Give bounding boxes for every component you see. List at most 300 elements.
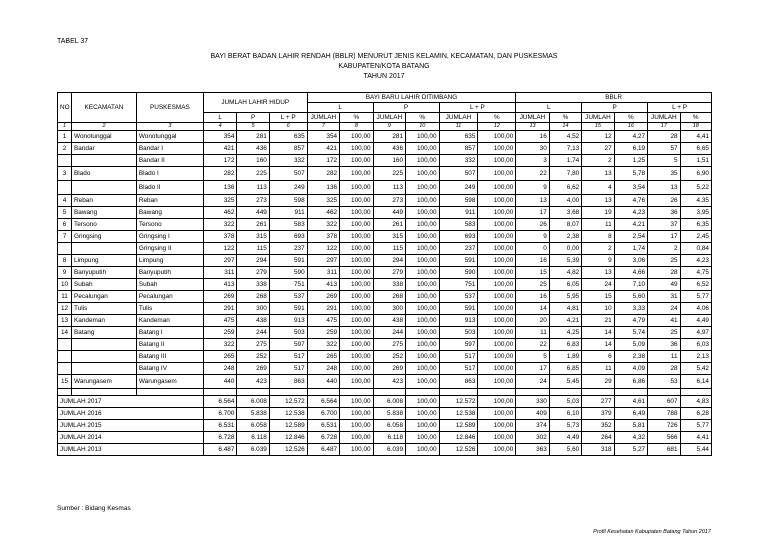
table-cell: 6.728	[307, 432, 339, 444]
table-cell: 4,75	[680, 267, 711, 279]
spacer-cell	[406, 389, 440, 396]
table-cell: 6,03	[680, 339, 711, 351]
table-cell: Gringsing	[72, 231, 137, 243]
table-cell: 4,61	[614, 396, 648, 408]
table-cell: 28	[648, 131, 680, 143]
table-cell: 115	[373, 243, 405, 255]
table-cell: 100,00	[478, 396, 516, 408]
header-pct: %	[614, 113, 648, 123]
table-cell: 5,44	[680, 444, 711, 456]
table-row	[58, 255, 712, 267]
table-cell: 6.058	[237, 420, 269, 432]
table-cell: 4,76	[614, 195, 648, 207]
table-cell: 100,00	[406, 432, 440, 444]
table-cell: Tulis	[72, 303, 137, 315]
table-cell: Bandar I	[136, 143, 203, 155]
table-cell: 7	[58, 231, 72, 243]
table-cell: 3,68	[549, 207, 581, 219]
table-row	[58, 279, 712, 291]
table-cell: 566	[648, 432, 680, 444]
table-cell: 12	[582, 131, 614, 143]
table-cell: 100,00	[340, 267, 374, 279]
table-cell: 4,49	[549, 432, 581, 444]
spacer-cell	[237, 389, 269, 396]
spacer-cell	[614, 389, 648, 396]
table-cell: 100,00	[340, 131, 374, 143]
table-cell: 12.846	[269, 432, 307, 444]
header-ditimbang-l: L	[307, 103, 373, 113]
column-index: 7	[307, 123, 339, 131]
table-cell: 8	[58, 255, 72, 267]
table-cell: 113	[373, 181, 405, 195]
table-row	[58, 231, 712, 243]
table-cell: 11	[582, 219, 614, 231]
table-cell: 294	[237, 255, 269, 267]
table-cell: 857	[439, 143, 478, 155]
table-cell: 248	[307, 363, 339, 375]
table-cell: 590	[269, 267, 307, 279]
table-cell: 100,00	[478, 267, 516, 279]
column-index: 10	[406, 123, 440, 131]
total-label: JUMLAH 2013	[58, 444, 204, 456]
column-index: 8	[340, 123, 374, 131]
table-cell: 302	[516, 432, 550, 444]
total-label: JUMLAH 2014	[58, 432, 204, 444]
table-cell: 9	[58, 267, 72, 279]
table-cell: 6,19	[614, 143, 648, 155]
table-cell	[58, 339, 72, 351]
table-cell: 17	[516, 207, 550, 219]
column-index: 3	[136, 123, 203, 131]
table-cell: 244	[373, 327, 405, 339]
table-row	[58, 131, 712, 143]
spacer-row	[58, 389, 712, 396]
table-cell: 1,51	[680, 155, 711, 167]
table-cell: Warungasem	[72, 375, 137, 389]
table-cell: 136	[307, 181, 339, 195]
table-cell: 100,00	[406, 207, 440, 219]
spacer-cell	[203, 389, 237, 396]
table-cell: 332	[269, 155, 307, 167]
table-cell: Wonotunggal	[72, 131, 137, 143]
table-cell: 449	[373, 207, 405, 219]
table-cell: 265	[307, 351, 339, 363]
table-cell: 41	[648, 315, 680, 327]
table-cell: 12.538	[269, 408, 307, 420]
table-cell: 282	[203, 167, 237, 181]
page-footer: Profil Kesehatan Kabupaten Batang Tahun 2017	[593, 529, 711, 535]
table-cell: 6,65	[680, 143, 711, 155]
header-lahir-p: P	[237, 113, 269, 123]
table-cell: 22	[516, 339, 550, 351]
table-cell: 591	[269, 303, 307, 315]
table-cell: 244	[237, 327, 269, 339]
table-cell: 4,81	[549, 303, 581, 315]
table-cell: 6.700	[307, 408, 339, 420]
table-cell: 503	[439, 327, 478, 339]
table-cell: 598	[269, 195, 307, 207]
table-cell: 273	[237, 195, 269, 207]
spacer-cell	[516, 389, 550, 396]
table-row	[58, 267, 712, 279]
table-row	[58, 207, 712, 219]
column-index: 11	[439, 123, 478, 131]
table-cell: 693	[439, 231, 478, 243]
table-cell: 26	[648, 195, 680, 207]
header-jumlah: JUMLAH	[307, 113, 339, 123]
table-cell: 291	[307, 303, 339, 315]
header-bblr-l: L	[516, 103, 582, 113]
table-cell: 6,14	[680, 375, 711, 389]
header-jumlah: JUMLAH	[582, 113, 614, 123]
table-cell: 100,00	[340, 327, 374, 339]
table-cell: 100,00	[406, 363, 440, 375]
table-cell: 100,00	[478, 243, 516, 255]
header-bblr-p: P	[582, 103, 648, 113]
table-cell: 5,78	[614, 167, 648, 181]
header-ditimbang-p: P	[373, 103, 439, 113]
table-cell: 2	[58, 143, 72, 155]
table-cell: 0,84	[680, 243, 711, 255]
table-cell: 12.589	[269, 420, 307, 432]
table-cell: Gringsing I	[136, 231, 203, 243]
table-cell	[58, 155, 72, 167]
table-cell: 100,00	[340, 181, 374, 195]
table-cell: 8	[582, 231, 614, 243]
table-cell: 440	[307, 375, 339, 389]
table-cell: 35	[648, 167, 680, 181]
table-cell: 4,82	[549, 267, 581, 279]
table-cell: 9	[582, 255, 614, 267]
table-cell: 4,23	[614, 207, 648, 219]
table-cell: 4,21	[614, 219, 648, 231]
table-cell: 100,00	[406, 255, 440, 267]
table-cell: 100,00	[340, 207, 374, 219]
table-cell: 681	[648, 444, 680, 456]
table-cell: 261	[237, 219, 269, 231]
table-cell: 100,00	[406, 219, 440, 231]
table-row	[58, 243, 712, 255]
table-cell: 2	[582, 243, 614, 255]
table-cell: 100,00	[406, 408, 440, 420]
table-cell: 24	[516, 375, 550, 389]
table-cell: 16	[516, 255, 550, 267]
table-cell: 6,49	[614, 408, 648, 420]
table-cell: 6,86	[614, 375, 648, 389]
table-cell: 409	[516, 408, 550, 420]
table-cell: 590	[439, 267, 478, 279]
table-cell: 5,09	[614, 339, 648, 351]
table-cell	[72, 339, 137, 351]
table-cell	[58, 351, 72, 363]
table-cell: 12.526	[269, 444, 307, 456]
table-cell: 15	[582, 291, 614, 303]
table-cell: 338	[373, 279, 405, 291]
table-cell: 100,00	[340, 444, 374, 456]
total-row	[58, 408, 712, 420]
table-cell: 28	[648, 267, 680, 279]
table-cell: 378	[307, 231, 339, 243]
table-cell: 100,00	[340, 339, 374, 351]
table-cell: 413	[203, 279, 237, 291]
table-cell: 1,74	[549, 155, 581, 167]
table-cell: 363	[516, 444, 550, 456]
table-cell: 100,00	[340, 231, 374, 243]
table-cell: 607	[648, 396, 680, 408]
table-cell: 100,00	[406, 143, 440, 155]
spacer-cell	[340, 389, 374, 396]
table-cell: 6.564	[307, 396, 339, 408]
table-cell: 318	[582, 444, 614, 456]
table-cell: 913	[439, 315, 478, 327]
table-cell: 311	[203, 267, 237, 279]
table-cell: Limpung	[136, 255, 203, 267]
table-cell: 29	[582, 375, 614, 389]
table-cell: 252	[237, 351, 269, 363]
table-cell: 6.728	[203, 432, 237, 444]
table-cell: 6.531	[307, 420, 339, 432]
table-cell: 4,66	[614, 267, 648, 279]
header-no: NO	[58, 93, 72, 123]
table-cell: 475	[203, 315, 237, 327]
table-cell: 100,00	[406, 375, 440, 389]
table-cell: 4	[58, 195, 72, 207]
table-cell: 13	[516, 195, 550, 207]
table-cell: Blado II	[136, 181, 203, 195]
table-cell: 100,00	[406, 315, 440, 327]
table-cell: 100,00	[478, 131, 516, 143]
table-cell: 6,52	[680, 279, 711, 291]
table-cell: 14	[516, 303, 550, 315]
table-cell: Tersono	[72, 219, 137, 231]
table-cell: 17	[516, 363, 550, 375]
table-cell: 259	[307, 327, 339, 339]
table-cell: 248	[203, 363, 237, 375]
table-cell: 911	[269, 207, 307, 219]
table-row	[58, 167, 712, 181]
table-cell: 11	[516, 327, 550, 339]
table-cell: 294	[373, 255, 405, 267]
table-cell: 598	[439, 195, 478, 207]
table-cell: 2	[582, 155, 614, 167]
header-jumlah-lahir-hidup: JUMLAH LAHIR HIDUP	[203, 93, 307, 113]
table-cell: 7,80	[549, 167, 581, 181]
table-cell: 100,00	[406, 339, 440, 351]
table-cell: 12.526	[439, 444, 478, 456]
table-cell: 269	[307, 291, 339, 303]
table-cell: 100,00	[406, 279, 440, 291]
spacer-cell	[582, 389, 614, 396]
table-cell: 1,25	[614, 155, 648, 167]
table-cell: 269	[373, 363, 405, 375]
table-cell: Tersono	[136, 219, 203, 231]
table-cell: 113	[237, 181, 269, 195]
table-cell: 225	[237, 167, 269, 181]
table-cell: 100,00	[478, 315, 516, 327]
table-cell: 100,00	[478, 195, 516, 207]
table-cell	[58, 243, 72, 255]
header-pct: %	[680, 113, 711, 123]
table-row	[58, 327, 712, 339]
spacer-cell	[72, 389, 137, 396]
table-cell: 100,00	[478, 167, 516, 181]
table-cell: Pecalungan	[72, 291, 137, 303]
table-cell: 315	[373, 231, 405, 243]
table-cell: 9	[516, 231, 550, 243]
table-cell: 322	[203, 219, 237, 231]
table-cell: 4,41	[680, 432, 711, 444]
table-cell: 13	[582, 195, 614, 207]
column-index: 16	[614, 123, 648, 131]
table-row	[58, 363, 712, 375]
table-cell: 28	[648, 363, 680, 375]
table-cell: 378	[203, 231, 237, 243]
column-index-row	[58, 123, 712, 131]
table-cell: 31	[648, 291, 680, 303]
total-row	[58, 396, 712, 408]
table-cell: 100,00	[406, 155, 440, 167]
table-cell: 10	[582, 303, 614, 315]
total-row	[58, 420, 712, 432]
table-cell: 11	[58, 291, 72, 303]
table-cell: 21	[582, 315, 614, 327]
spacer-cell	[549, 389, 581, 396]
source-note: Sumber : Bidang Kesmas	[57, 505, 131, 512]
table-cell: 5,77	[680, 420, 711, 432]
table-cell: Banyuputih	[72, 267, 137, 279]
table-cell: 6.039	[373, 444, 405, 456]
table-cell: 3,06	[614, 255, 648, 267]
table-cell: 338	[237, 279, 269, 291]
table-cell: 436	[237, 143, 269, 155]
table-cell: 100,00	[478, 143, 516, 155]
table-cell: Wonotunggal	[136, 131, 203, 143]
table-cell: 5,03	[549, 396, 581, 408]
table-cell: 300	[373, 303, 405, 315]
table-cell: 100,00	[478, 363, 516, 375]
table-number: TABEL 37	[57, 38, 89, 45]
column-index: 12	[478, 123, 516, 131]
table-cell: 279	[237, 267, 269, 279]
table-cell	[72, 363, 137, 375]
table-cell: 100,00	[478, 279, 516, 291]
table-cell: 115	[237, 243, 269, 255]
table-cell: 4,41	[680, 131, 711, 143]
table-cell: 6,35	[680, 219, 711, 231]
table-cell: 5,74	[614, 327, 648, 339]
table-cell: 6,05	[549, 279, 581, 291]
table-cell: 136	[203, 181, 237, 195]
table-cell: 100,00	[478, 408, 516, 420]
header-pct: %	[478, 113, 516, 123]
table-cell: 1	[58, 131, 72, 143]
column-index: 18	[680, 123, 711, 131]
table-cell: 517	[269, 351, 307, 363]
table-cell: 100,00	[340, 420, 374, 432]
table-cell: 300	[237, 303, 269, 315]
column-index: 15	[582, 123, 614, 131]
table-cell: 5,45	[549, 375, 581, 389]
table-cell: 36	[648, 339, 680, 351]
spacer-cell	[478, 389, 516, 396]
table-cell: 379	[582, 408, 614, 420]
table-cell: 537	[269, 291, 307, 303]
table-cell: 100,00	[340, 303, 374, 315]
table-cell: 100,00	[340, 167, 374, 181]
spacer-cell	[307, 389, 339, 396]
table-cell: 225	[373, 167, 405, 181]
table-cell: 13	[648, 181, 680, 195]
table-cell: 440	[203, 375, 237, 389]
table-cell: 172	[307, 155, 339, 167]
table-cell: 100,00	[478, 181, 516, 195]
table-cell: 5,60	[549, 444, 581, 456]
table-cell: 15	[58, 375, 72, 389]
table-cell: 100,00	[340, 315, 374, 327]
header-kecamatan: KECAMATAN	[72, 93, 137, 123]
table-cell: 863	[439, 375, 478, 389]
table-cell: 100,00	[406, 243, 440, 255]
table-cell: 517	[439, 363, 478, 375]
table-cell: 423	[237, 375, 269, 389]
table-cell: 413	[307, 279, 339, 291]
table-cell: 249	[269, 181, 307, 195]
document-subtitle-region: KABUPATEN/KOTA BATANG	[338, 63, 430, 70]
table-cell: 517	[439, 351, 478, 363]
table-cell: 22	[516, 167, 550, 181]
table-cell: 5,77	[680, 291, 711, 303]
table-cell: 281	[373, 131, 405, 143]
table-cell: 635	[269, 131, 307, 143]
table-cell: 330	[516, 396, 550, 408]
table-cell: Batang IV	[136, 363, 203, 375]
table-cell: 4,83	[680, 396, 711, 408]
table-cell: 3,95	[680, 207, 711, 219]
table-cell: 13	[582, 267, 614, 279]
table-cell: 24	[582, 279, 614, 291]
table-cell: 438	[373, 315, 405, 327]
table-cell: 100,00	[340, 279, 374, 291]
table-cell: 100,00	[406, 131, 440, 143]
header-bblr-lp: L + P	[648, 103, 712, 113]
table-cell: 4,52	[549, 131, 581, 143]
table-cell: 5,42	[680, 363, 711, 375]
table-cell: 503	[269, 327, 307, 339]
table-row	[58, 291, 712, 303]
table-cell: 12.538	[439, 408, 478, 420]
table-cell: 16	[516, 131, 550, 143]
table-cell: 517	[269, 363, 307, 375]
table-cell: 5,22	[680, 181, 711, 195]
table-cell: 5,73	[549, 420, 581, 432]
table-cell: 122	[307, 243, 339, 255]
table-cell: 100,00	[406, 303, 440, 315]
table-cell: 583	[439, 219, 478, 231]
table-cell	[72, 155, 137, 167]
table-cell: 100,00	[478, 291, 516, 303]
table-cell: 449	[237, 207, 269, 219]
table-cell: 4,35	[680, 195, 711, 207]
table-cell: 788	[648, 408, 680, 420]
table-cell: 6,90	[680, 167, 711, 181]
table-cell: 913	[269, 315, 307, 327]
table-cell: 122	[203, 243, 237, 255]
table-cell: 436	[373, 143, 405, 155]
table-row	[58, 143, 712, 155]
table-cell: 3	[516, 155, 550, 167]
header-jumlah: JUMLAH	[439, 113, 478, 123]
spacer-cell	[439, 389, 478, 396]
